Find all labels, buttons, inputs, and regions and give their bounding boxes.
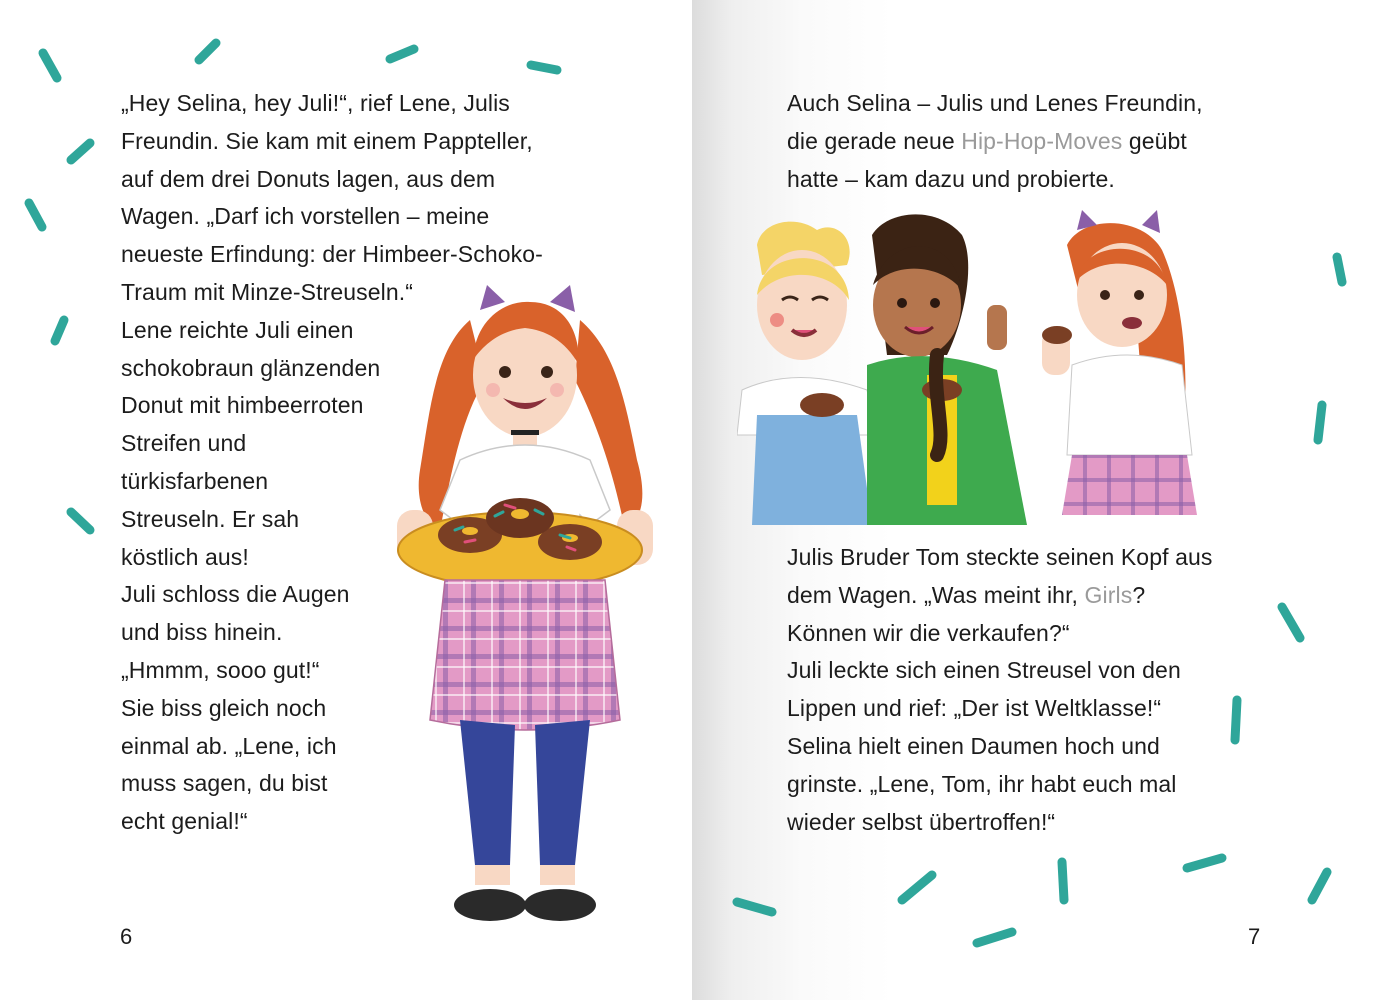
text-line: Streuseln. Er sah xyxy=(121,505,300,532)
text-line: Auch Selina – Julis und Lenes Freundin, xyxy=(787,90,1203,116)
text-line: Freundin. Sie kam mit einem Pappteller, xyxy=(121,127,533,154)
text-line: Donut mit himbeerroten xyxy=(121,392,364,419)
text-line: muss sagen, du bist xyxy=(121,770,328,797)
right-page xyxy=(692,0,1385,1000)
right-story-text-bottom xyxy=(787,539,1212,841)
text-line: Juli leckte sich einen Streusel von den xyxy=(787,657,1181,684)
text-line: wieder selbst übertroffen!“ xyxy=(787,808,1056,835)
text-line: Sie biss gleich noch xyxy=(121,694,327,721)
text-line: neueste Erfindung: der Himbeer-Schoko- xyxy=(121,241,543,268)
text-line: Lene reichte Juli einen xyxy=(121,316,354,343)
text-span: geübt xyxy=(1122,127,1187,154)
text-line: und biss hinein. xyxy=(121,619,283,646)
page-number-right: 7 xyxy=(1248,924,1261,949)
text-span: ? xyxy=(1132,581,1146,608)
text-line: Können wir die verkaufen?“ xyxy=(787,619,1070,646)
right-story-text-top xyxy=(787,85,1203,198)
text-line: grinste. „Lene, Tom, ihr habt euch mal xyxy=(787,770,1177,797)
text-span: die gerade neue xyxy=(787,127,962,154)
text-line: köstlich aus! xyxy=(121,543,249,570)
text-span: dem Wagen. „Was meint ihr, xyxy=(787,581,1085,608)
text-line: schokobraun glänzenden xyxy=(121,354,381,381)
text-line: Selina hielt einen Daumen hoch und xyxy=(787,732,1160,759)
illustration-lene-with-donuts xyxy=(375,280,675,930)
text-line: Traum mit Minze-Streuseln.“ xyxy=(121,278,413,305)
left-page xyxy=(0,0,692,1000)
text-line: hatte – kam dazu und probierte. xyxy=(787,165,1115,192)
text-line: Wagen. „Darf ich vorstellen – meine xyxy=(121,203,490,230)
text-line: echt genial!“ xyxy=(121,808,248,835)
text-line: auf dem drei Donuts lagen, aus dem xyxy=(121,165,496,192)
text-line: „Hmmm, sooo gut!“ xyxy=(121,656,320,683)
text-line: einmal ab. „Lene, ich xyxy=(121,732,337,759)
text-line: Juli schloss die Augen xyxy=(121,581,350,608)
text-line: „Hey Selina, hey Juli!“, rief Lene, Julis xyxy=(121,90,510,116)
page-number-left: 6 xyxy=(120,924,133,949)
text-line: Lippen und rief: „Der ist Weltklasse!“ xyxy=(787,695,1162,722)
text-line xyxy=(787,577,1212,615)
highlighted-term: Hip-Hop-Moves xyxy=(961,127,1123,154)
text-line: Julis Bruder Tom steckte seinen Kopf aus xyxy=(787,544,1213,570)
text-line: Streifen und xyxy=(121,430,247,457)
highlighted-term: Girls xyxy=(1084,581,1133,608)
text-line xyxy=(787,123,1203,161)
text-line: türkisfarbenen xyxy=(121,467,269,494)
illustration-three-girls xyxy=(737,205,1252,525)
girl-blond xyxy=(737,222,877,525)
girl-redhead xyxy=(1042,210,1197,515)
girl-brunette xyxy=(867,214,1027,525)
